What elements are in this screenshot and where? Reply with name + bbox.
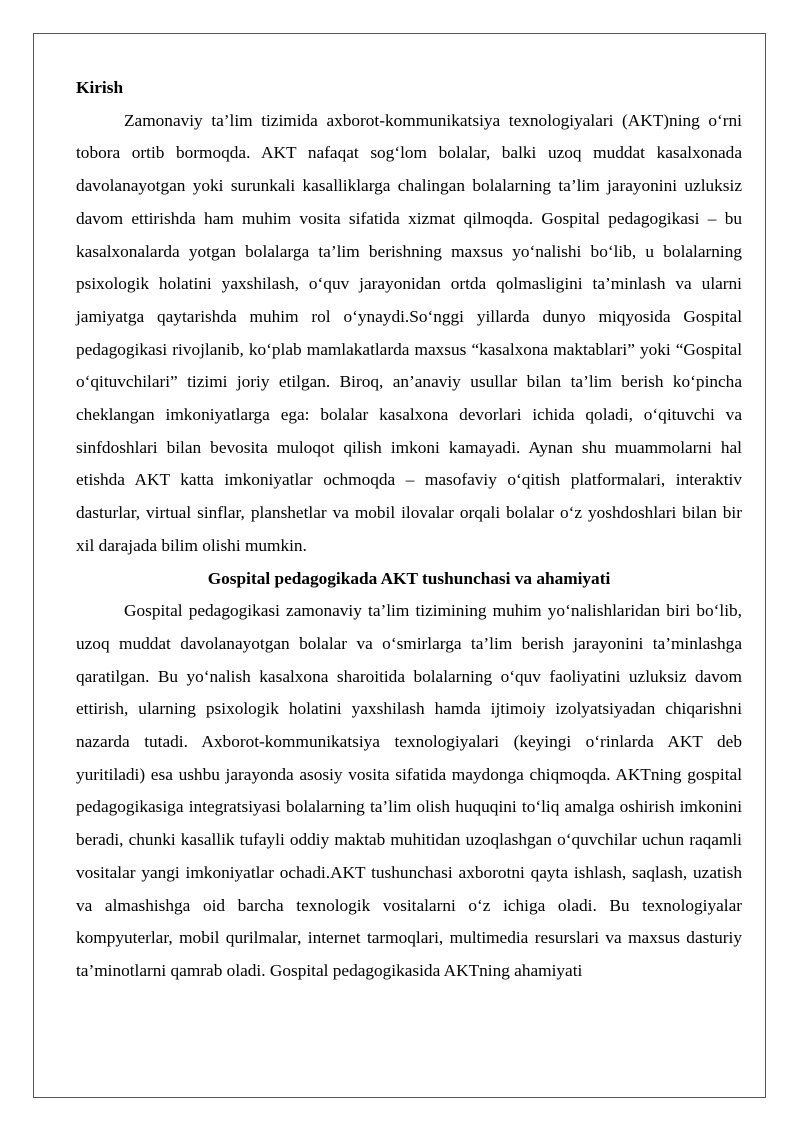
intro-heading: Kirish [76, 78, 124, 97]
intro-paragraph: Zamonaviy ta’lim tizimida axborot-kommunikatsiya texnologiyalari (AKT)ning o‘rni tobora ortib bormoqda. AKT nafaqat sog‘lom bolalar, balki uzoq muddat kasalxonada davolanayotgan yoki surunkali kasalliklarga chalingan bolalarning ta’lim jarayonini uzluksiz davom ettirishda ham muhim vosita sifatida xizmat qilmoqda. Gospital pedagogikasi – bu kasalxonalarda yotgan bolalarga ta’lim berishning maxsus yo‘nalishi bo‘lib, u bolalarning psixologik holatini yaxshilash, o‘quv jarayonidan ortda qolmasligini ta’minlash va ularni jamiyatga qaytarishda muhim rol o‘ynaydi.So‘nggi yillarda dunyo miqyosida Gospital pedagogikasi rivojlanib, ko‘plab mamlakatlarda maxsus “kasalxona maktablari” yoki “Gospital o‘qituvchilari” tizimi joriy etilgan. Biroq, an’anaviy usullar bilan ta’lim berish ko‘pincha cheklangan imkoniyatlarga ega: bolalar kasalxona devorlari ichida qoladi, o‘qituvchi va sinfdoshlari bilan bevosita muloqot qilish imkoni kamayadi. Aynan shu muammolarni hal etishda AKT katta imkoniyatlar ochmoqda – masofaviy o‘qitish platformalari, interaktiv dasturlar, virtual sinflar, planshetlar va mobil ilovalar orqali bolalar o‘z yoshdoshlari bilan bir xil darajada bilim olishi mumkin. [76, 110, 742, 555]
section-title: Gospital pedagogikada AKT tushunchasi va ahamiyati [207, 568, 611, 588]
section-paragraph: Gospital pedagogikasi zamonaviy ta’lim tizimining muhim yo‘nalishlaridan biri bo‘lib, uzoq muddat davolanayotgan bolalar va o‘smirlarga ta’lim berish jarayonini ta’minlashga qaratilgan. Bu yo‘nalish kasalxona sharoitida bolalarning o‘quv faoliyatini uzluksiz davom ettirish, ularning psixologik holatini yaxshilash hamda ijtimoiy izolyatsiyadan chiqarishni nazarda tutadi. Axborot-kommunikatsiya texnologiyalari (keyingi o‘rinlarda AKT deb yuritiladi) esa ushbu jarayonda asosiy vosita sifatida maydonga chiqmoqda. AKTning gospital pedagogikasiga integratsiyasi bolalarning ta’lim olish huquqini to‘liq amalga oshirish imkonini beradi, chunki kasallik tufayli oddiy maktab muhitidan uzoqlashgan o‘quvchilar uchun raqamli vositalar yangi imkoniyatlar ochadi.AKT tushunchasi axborotni qayta ishlash, saqlash, uzatish va almashishga oid barcha texnologik vositalarni o‘z ichiga oladi. Bu texnologiyalar kompyuterlar, mobil qurilmalar, internet tarmoqlari, multimedia resurslari va maxsus dasturiy ta’minotlarni qamrab oladi. Gospital pedagogikasida AKTning ahamiyati [76, 601, 742, 980]
document-body [76, 72, 742, 988]
